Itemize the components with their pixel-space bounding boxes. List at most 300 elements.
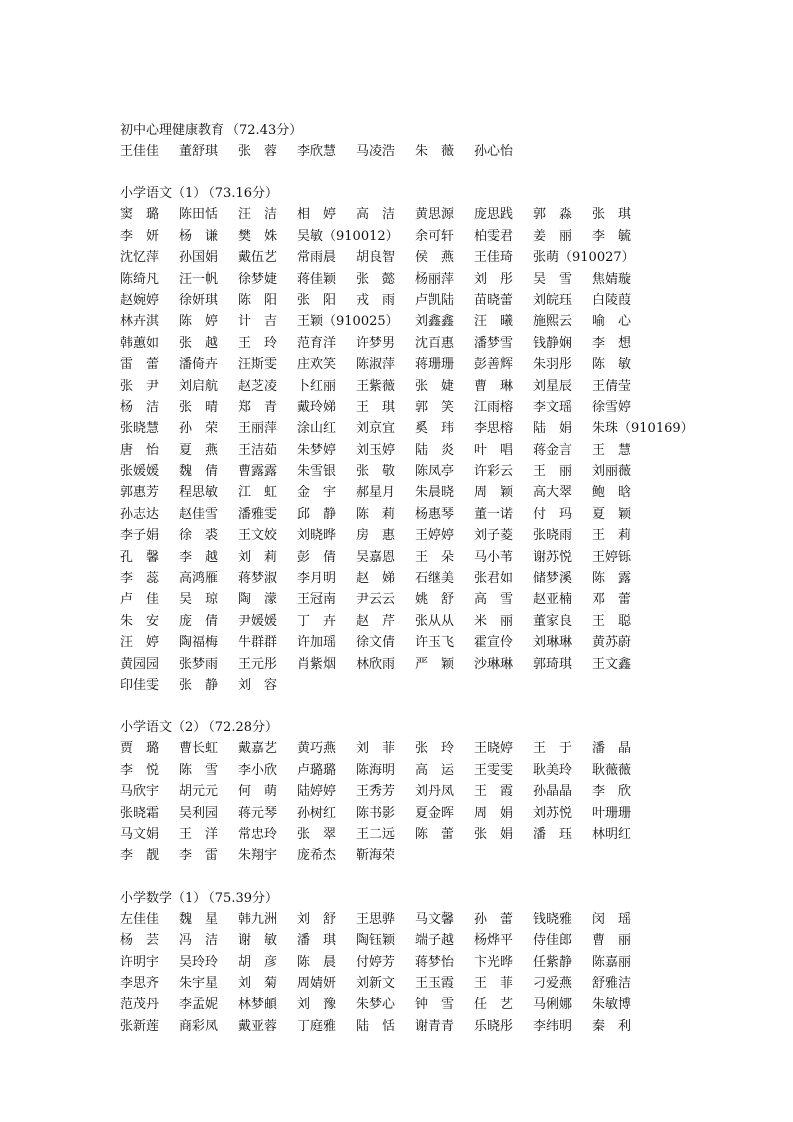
person-name: 陈 莉 [356,506,396,522]
person-name: 范育洋 [297,335,337,351]
person-name: 程思敏 [179,485,219,501]
name-row [120,482,760,503]
person-name: 孙心怡 [474,144,514,159]
section-score: （73.16分） [208,186,278,202]
person-name: 张梦雨 [179,656,219,672]
person-name: 王二远 [356,826,396,842]
section-heading [120,717,760,738]
person-name: 庄欢笑 [297,357,337,373]
person-name: 谢苏悦 [533,549,573,565]
person-name: 王文鑫 [592,656,632,672]
person-name: 刘琳琳 [533,635,573,651]
person-name: 赵佳雪 [179,506,219,522]
person-name: 许加瑶 [297,635,337,651]
person-name: 郑 青 [238,399,278,415]
person-name: 陈凤亭 [415,464,455,480]
person-name: 王丽萍 [238,421,278,437]
person-name: 林欣雨 [356,656,396,672]
person-name: 李 想 [592,335,632,351]
person-name: 蒋梦怡 [415,954,455,970]
person-name: 杨惠琴 [415,506,455,522]
person-name: 王思骅 [356,911,396,927]
person-name: 王 霞 [474,784,514,800]
person-name: 王 于 [533,741,573,757]
score-group-section [120,120,760,162]
person-name: 刘 菲 [356,741,396,757]
person-name: 张 敬 [356,464,396,480]
person-name: 陈 婷 [179,314,219,330]
name-row [120,611,760,632]
person-name: 陈 阳 [238,292,278,308]
person-name: 任 艺 [474,997,514,1013]
person-name: 潘 晶 [592,741,632,757]
person-name: 朱宇星 [179,975,219,991]
name-row [120,824,760,845]
person-name: 郝星月 [356,485,396,501]
person-name: 夏金晖 [415,805,455,821]
person-name: 刘京宜 [356,421,396,437]
person-name: 唐 怡 [120,442,160,458]
document-body [120,120,760,1058]
person-name: 付 玛 [533,506,573,522]
person-name: 朱翔宇 [238,848,278,864]
person-name: 王 慧 [592,442,632,458]
person-name: 侯 燕 [415,250,455,266]
person-name: 孙志达 [120,506,160,522]
person-name: 杨丽萍 [415,271,455,287]
person-name: 王晓婷 [474,741,514,757]
person-name: 李子娟 [120,528,160,544]
person-name: 姚 舒 [415,592,455,608]
person-name: 曹长虹 [179,741,219,757]
person-name: 黄园园 [120,656,160,672]
person-name: 谢 敏 [238,933,278,949]
person-name: 张 晴 [179,399,219,415]
person-name: 张 静 [179,677,219,693]
person-name: 尹云云 [356,592,396,608]
person-name: 王元彤 [238,656,278,672]
person-name: 陆 恬 [356,1018,396,1034]
person-name: 陈书影 [356,805,396,821]
person-name: 李月明 [297,571,337,587]
name-row [120,440,760,461]
section-heading [120,183,760,204]
person-name: 张从从 [415,613,455,629]
person-name: 郭 笑 [415,399,455,415]
person-name: 汪 洁 [238,207,278,223]
name-row [120,290,760,311]
person-name: 魏 倩 [179,464,219,480]
person-name: 李纬明 [533,1018,573,1034]
person-name: 张萌（910027） [533,250,635,266]
person-name: 贾 璐 [120,741,160,757]
person-name: 潘梦雪 [474,335,514,351]
person-name: 赵 芹 [356,613,396,629]
name-row [120,930,760,951]
person-name: 王 朵 [415,549,455,565]
name-row [120,909,760,930]
person-name: 王紫薇 [356,378,396,394]
person-name: 何 萌 [238,784,278,800]
person-name: 李 蕊 [120,571,160,587]
person-name: 周 娟 [474,805,514,821]
person-name: 马小苇 [474,549,514,565]
person-name: 李 妍 [120,228,160,244]
person-name: 许玉飞 [415,635,455,651]
name-row [120,226,760,247]
person-name: 白陵葭 [592,292,632,308]
person-name: 柏雯君 [474,228,514,244]
name-row [120,738,760,759]
section-score: （72.28分） [208,720,278,736]
person-name: 钟 雪 [415,997,455,1013]
person-name: 赵芝凌 [238,378,278,394]
person-name: 李 毓 [592,228,632,244]
person-name: 卢 佳 [120,592,160,608]
person-name: 张 玲 [415,741,455,757]
person-name: 李思榕 [474,421,514,437]
person-name: 陶钰颖 [356,933,396,949]
person-name: 蒋金言 [533,442,573,458]
person-name: 付婷芳 [356,954,396,970]
person-name: 王佳佳 [120,144,160,159]
person-name: 潘倚卉 [179,357,219,373]
person-name: 高 运 [415,762,455,778]
person-name: 焦婧璇 [592,271,632,287]
person-name: 严 颖 [415,656,455,672]
person-name: 刘星辰 [533,378,573,394]
score-group-section [120,183,760,696]
person-name: 王 聪 [592,613,632,629]
person-name: 刘 容 [238,677,278,693]
person-name: 王颖（910025） [297,314,399,330]
person-name: 刘丹凤 [415,784,455,800]
person-name: 卞光晔 [474,954,514,970]
name-row [120,589,760,610]
person-name: 陈 敏 [592,357,632,373]
score-group-section [120,717,760,866]
person-name: 高大翠 [533,485,573,501]
name-row [120,1016,760,1037]
person-name: 陈淑萍 [356,357,396,373]
person-name: 江雨榕 [474,399,514,415]
person-name: 许梦男 [356,335,396,351]
person-name: 徐 裘 [179,528,219,544]
person-name: 张君如 [474,571,514,587]
person-name: 刘子菱 [474,528,514,544]
person-name: 张 尹 [120,378,160,394]
person-name: 彭善辉 [474,357,514,373]
person-name: 朱晨晓 [415,485,455,501]
person-name: 左佳佳 [120,911,160,927]
person-name: 商彩凤 [179,1018,219,1034]
person-name: 潘雅雯 [238,506,278,522]
name-row [120,354,760,375]
person-name: 黄巧燕 [297,741,337,757]
person-name: 高 洁 [356,207,396,223]
person-name: 黄苏蔚 [592,635,632,651]
person-name: 林卉淇 [120,314,160,330]
person-name: 王文姣 [238,528,278,544]
person-name: 李 欣 [592,784,632,800]
person-name: 董一诺 [474,506,514,522]
person-name: 孙 蕾 [474,911,514,927]
person-name: 杨 芸 [120,933,160,949]
person-name: 王雯雯 [474,762,514,778]
person-name: 董家良 [533,613,573,629]
name-row [120,845,760,866]
person-name: 相 婷 [297,207,337,223]
person-name: 蒋元琴 [238,805,278,821]
person-name: 吴 雪 [533,271,573,287]
person-name: 刁爱燕 [533,975,573,991]
person-name: 赵婉婷 [120,292,160,308]
person-name: 董舒琪 [179,144,219,159]
person-name: 常雨晨 [297,250,337,266]
person-name: 曹 琳 [474,378,514,394]
person-name: 陈海明 [356,762,396,778]
person-name: 范茂丹 [120,997,160,1013]
person-name: 李孟妮 [179,997,219,1013]
person-name: 沈百惠 [415,335,455,351]
person-name: 张 阳 [297,292,337,308]
section-score: （75.39分） [208,890,278,906]
person-name: 沈忆萍 [120,250,160,266]
person-name: 刘新文 [356,975,396,991]
person-name: 马文馨 [415,911,455,927]
person-name: 王冠南 [297,592,337,608]
person-name: 朱梦婷 [297,442,337,458]
person-name: 吴敏（910012） [297,228,399,244]
person-name: 孔 馨 [120,549,160,565]
person-name: 杨 谦 [179,228,219,244]
section-heading [120,120,760,141]
person-name: 胡 彦 [238,954,278,970]
person-name: 郭 淼 [533,207,573,223]
person-name: 沙琳琳 [474,656,514,672]
person-name: 蒋梦淑 [238,571,278,587]
person-name: 陶 濛 [238,592,278,608]
person-name: 蒋珊珊 [415,357,455,373]
person-name: 高鸿雁 [179,571,219,587]
person-name: 陈 晨 [297,954,337,970]
person-name: 李思齐 [120,975,160,991]
person-name: 张晓慧 [120,421,160,437]
person-name: 张 琪 [592,207,632,223]
person-name: 孙晶晶 [533,784,573,800]
person-name: 卢凯陆 [415,292,455,308]
person-name: 夏 燕 [179,442,219,458]
person-name: 庞 倩 [179,613,219,629]
person-name: 潘 珏 [533,826,573,842]
person-name: 戴亚蓉 [238,1018,278,1034]
person-name: 魏 星 [179,911,219,927]
name-row [120,675,760,696]
person-name: 陆 娟 [533,421,573,437]
person-name: 邓 蕾 [592,592,632,608]
person-name: 马凌浩 [356,144,396,159]
person-name: 马欣宇 [120,784,160,800]
name-row [120,803,760,824]
person-name: 石继美 [415,571,455,587]
person-name: 王 菲 [474,975,514,991]
person-name: 陈嘉丽 [592,954,632,970]
person-name: 林明红 [592,826,632,842]
person-name: 吴利园 [179,805,219,821]
person-name: 许明宇 [120,954,160,970]
person-name: 汪 曦 [474,314,514,330]
name-row [120,141,760,162]
person-name: 刘 彤 [474,271,514,287]
person-name: 马俐娜 [533,997,573,1013]
person-name: 鲍 晗 [592,485,632,501]
person-name: 侍佳郎 [533,933,573,949]
person-name: 马文娟 [120,826,160,842]
person-name: 夏 颖 [592,506,632,522]
name-row [120,311,760,332]
person-name: 陶福梅 [179,635,219,651]
person-name: 刘 莉 [238,549,278,565]
person-name: 林梦頔 [238,997,278,1013]
section-title: 小学语文（1） [120,186,207,202]
person-name: 孙 荣 [179,421,219,437]
person-name: 戴伍艺 [238,250,278,266]
person-name: 李 越 [179,549,219,565]
person-name: 奚 玮 [415,421,455,437]
person-name: 孙树红 [297,805,337,821]
person-name: 霍宣伶 [474,635,514,651]
person-name: 李 靓 [120,848,160,864]
person-name: 韩蕙如 [120,335,160,351]
person-name: 张 蓉 [238,144,278,159]
person-name: 王 丽 [533,464,573,480]
person-name: 杨烨平 [474,933,514,949]
person-name: 闵 瑶 [592,911,632,927]
person-name: 谢青青 [415,1018,455,1034]
person-name: 李文瑶 [533,399,573,415]
person-name: 王 琪 [356,399,396,415]
person-name: 张 娟 [474,826,514,842]
person-name: 汪 婷 [120,635,160,651]
person-name: 徐梦婕 [238,271,278,287]
name-row [120,504,760,525]
person-name: 杨 洁 [120,399,160,415]
person-name: 徐妍琪 [179,292,219,308]
person-name: 刘玉婷 [356,442,396,458]
person-name: 尹媛媛 [238,613,278,629]
person-name: 李 雷 [179,848,219,864]
person-name: 丁 卉 [297,613,337,629]
person-name: 朱 安 [120,613,160,629]
name-row [120,952,760,973]
person-name: 刘 豫 [297,997,337,1013]
person-name: 雷 蕾 [120,357,160,373]
person-name: 郭惠芳 [120,485,160,501]
person-name: 舒雅洁 [592,975,632,991]
person-name: 赵亚楠 [533,592,573,608]
person-name: 朱雪银 [297,464,337,480]
section-score: （72.43分） [226,123,303,138]
person-name: 耿美玲 [533,762,573,778]
person-name: 韩九洲 [238,911,278,927]
section-title: 小学数学（1） [120,890,207,906]
section-title: 小学语文（2） [120,720,207,736]
person-name: 汪一帆 [179,271,219,287]
person-name: 张 婕 [415,378,455,394]
person-name: 朱珠（910169） [592,421,694,437]
person-name: 胡良智 [356,250,396,266]
person-name: 陆婷婷 [297,784,337,800]
person-name: 王 洋 [179,826,219,842]
person-name: 戎 雨 [356,292,396,308]
person-name: 李欣慧 [297,144,337,159]
person-name: 李 悦 [120,762,160,778]
person-name: 吴 琼 [179,592,219,608]
person-name: 秦 利 [592,1018,632,1034]
person-name: 陈绮凡 [120,271,160,287]
name-row [120,204,760,225]
person-name: 房 惠 [356,528,396,544]
name-row [120,568,760,589]
person-name: 胡元元 [179,784,219,800]
name-row [120,461,760,482]
person-name: 周婧妍 [297,975,337,991]
person-name: 陈 蕾 [415,826,455,842]
person-name: 许彩云 [474,464,514,480]
person-name: 孙国娟 [179,250,219,266]
person-name: 张晓霜 [120,805,160,821]
name-row [120,397,760,418]
name-row [120,525,760,546]
name-row [120,247,760,268]
section-title: 初中心理健康教育 [120,123,225,138]
person-name: 庞思践 [474,207,514,223]
name-row [120,973,760,994]
person-name: 丁庭雅 [297,1018,337,1034]
person-name: 戴玲娣 [297,399,337,415]
person-name: 戴嘉艺 [238,741,278,757]
person-name: 刘启航 [179,378,219,394]
person-name: 姜 丽 [533,228,573,244]
person-name: 王秀芳 [356,784,396,800]
person-name: 刘皖珏 [533,292,573,308]
person-name: 张晓雨 [533,528,573,544]
person-name: 靳海荣 [356,848,396,864]
person-name: 乐晓彤 [474,1018,514,1034]
person-name: 朱羽彤 [533,357,573,373]
name-row [120,376,760,397]
person-name: 计 吉 [238,314,278,330]
person-name: 金 宇 [297,485,337,501]
person-name: 王佳琦 [474,250,514,266]
person-name: 赵 娣 [356,571,396,587]
person-name: 余可轩 [415,228,455,244]
person-name: 高 雪 [474,592,514,608]
name-row [120,654,760,675]
person-name: 刘鑫鑫 [415,314,455,330]
person-name: 任紫静 [533,954,573,970]
person-name: 印佳雯 [120,677,160,693]
person-name: 叶珊珊 [592,805,632,821]
person-name: 王洁茹 [238,442,278,458]
person-name: 蒋佳颖 [297,271,337,287]
person-name: 庞希杰 [297,848,337,864]
name-row [120,994,760,1015]
person-name: 彭 倩 [297,549,337,565]
person-name: 周 颖 [474,485,514,501]
person-name: 曹 丽 [592,933,632,949]
person-name: 张媛媛 [120,464,160,480]
